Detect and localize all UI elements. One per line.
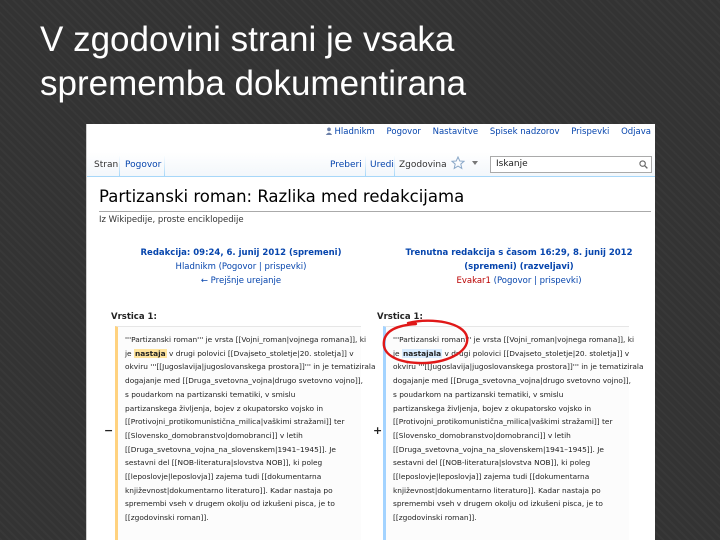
- userbar-talk[interactable]: Pogovor: [386, 127, 421, 137]
- new-line-label: Vrstica 1:: [377, 312, 423, 322]
- tab-separator: [164, 155, 165, 176]
- diff-line: okviru '''[[Jugoslavija|jugoslovanskega prostora]]''' in je tematizirala: [393, 362, 644, 372]
- userbar-username[interactable]: Hladnikm: [334, 127, 375, 137]
- diff-line: s poudarkom na partizanski tematiki, v smislu: [125, 389, 296, 399]
- userbar-logout[interactable]: Odjava: [621, 127, 651, 137]
- diff-line: [[zgodovinski roman]].: [393, 513, 477, 523]
- wiki-screenshot: [86, 124, 655, 540]
- diff-line: partizanskega življenja, bojev z okupatorsko vojsko in: [393, 403, 592, 413]
- slide-title-line-2: sprememba dokumentirana: [40, 64, 467, 103]
- diff-text: v drugi polovici [[Dvajseto_stoletje|20. stoletja]] v: [442, 348, 630, 358]
- new-revision-actions[interactable]: (spremeni) (razveljavi): [464, 262, 574, 272]
- red-annotation-circle: [378, 317, 473, 369]
- slide-title: [40, 18, 680, 106]
- new-revision-user[interactable]: Evakar1: [456, 276, 491, 286]
- old-revision-link[interactable]: Redakcija: 09:24, 6. junij 2012 (spremeni): [140, 248, 342, 258]
- diff-line: dogajanje med [[Druga_svetovna_vojna|drugo svetovno vojno]],: [125, 376, 364, 386]
- new-revision-link[interactable]: Trenutna redakcija s časom 16:29, 8. junij 2012: [405, 248, 633, 258]
- diff-line: spremembi vseh v drugem okolju od izkušeni pisca, je to: [393, 499, 603, 509]
- search-box[interactable]: [490, 156, 652, 173]
- tab-read[interactable]: Preberi: [330, 160, 362, 170]
- diff-line: s poudarkom na partizanski tematiki, v smislu: [393, 389, 564, 399]
- diff-line: [[Druga_svetovna_vojna_na_slovenskem|1941–1945]]. Je: [393, 444, 604, 454]
- diff-line: [[leposlovje|leposlovja]] zajema tudi [[dokumentarna: [125, 472, 322, 482]
- user-icon: [325, 127, 333, 135]
- old-revision-header: [121, 246, 361, 288]
- diff-line: partizanskega življenja, bojev z okupatorsko vojsko in: [125, 403, 324, 413]
- diff-line: [[Protivojni_protikomunistična_milica|vaškimi stražami]] ter: [393, 417, 613, 427]
- userbar-preferences[interactable]: Nastavitve: [432, 127, 479, 137]
- removed-word: nastaja: [134, 348, 166, 358]
- tab-history[interactable]: Zgodovina: [399, 160, 447, 170]
- diff-line: [[zgodovinski roman]].: [125, 513, 209, 523]
- diff-text: je: [125, 348, 134, 358]
- tab-separator: [365, 155, 366, 176]
- tabs-row: [87, 152, 655, 177]
- old-revision-user-links[interactable]: (Pogovor | prispevki): [218, 262, 307, 272]
- search-input[interactable]: [491, 157, 636, 171]
- diff-plus-marker: +: [373, 424, 383, 437]
- page-title: Partizanski roman: Razlika med redakcijama: [99, 187, 465, 206]
- previous-edit-link[interactable]: ← Prejšnje urejanje: [200, 276, 282, 286]
- old-diff-text: [115, 326, 376, 540]
- diff-line: [[Druga_svetovna_vojna_na_slovenskem|1941–1945]]. Je: [125, 444, 336, 454]
- added-word: nastajala: [402, 348, 442, 358]
- tab-edit[interactable]: Uredi: [370, 160, 394, 170]
- slide-title-line-1: V zgodovini strani je vsaka: [40, 20, 455, 59]
- old-line-label: Vrstica 1:: [111, 312, 157, 322]
- new-revision-user-links[interactable]: (Pogovor | prispevki): [493, 276, 582, 286]
- diff-line: književnost|dokumentarno literaturo]]. Kadar nastaja po: [393, 485, 601, 495]
- diff-line: [[leposlovje|leposlovja]] zajema tudi [[dokumentarna: [393, 472, 590, 482]
- search-icon[interactable]: [639, 160, 648, 169]
- tab-separator: [394, 155, 395, 176]
- diff-line: književnost|dokumentarno literaturo]]. Kadar nastaja po: [125, 485, 333, 495]
- diff-line: okviru '''[[Jugoslavija|jugoslovanskega prostora]]''' in je tematizirala: [125, 362, 376, 372]
- diff-text: v drugi polovici [[Dvajseto_stoletje|20. stoletja]] v: [166, 348, 354, 358]
- diff-line: [[Protivojni_protikomunistična_milica|vaškimi stražami]] ter: [125, 417, 345, 427]
- diff-line: '''Partizanski roman''' je vrsta [[Vojni_roman|vojnega romana]], ki: [125, 335, 367, 344]
- site-subtitle: Iz Wikipedije, proste enciklopedije: [99, 215, 244, 225]
- user-bar: [325, 127, 651, 141]
- diff-minus-marker: −: [104, 424, 114, 437]
- watch-star-icon[interactable]: [451, 156, 465, 170]
- diff-line: sestavni del [[NOB-literatura|slovstva NOB]], ki poleg: [393, 458, 591, 468]
- title-divider: [99, 211, 651, 212]
- userbar-watchlist[interactable]: Spisek nadzorov: [489, 127, 560, 137]
- diff-line: [[Slovensko_domobranstvo|domobranci]] v letih: [125, 430, 303, 440]
- diff-line: [125, 347, 355, 361]
- diff-line: spremembi vseh v drugem okolju od izkušeni pisca, je to: [125, 499, 335, 509]
- diff-line: '''Partizanski roman''' je vrsta [[Vojni_roman|vojnega romana]], ki: [393, 335, 635, 344]
- userbar-contributions[interactable]: Prispevki: [571, 127, 610, 137]
- tab-talk[interactable]: Pogovor: [125, 160, 162, 170]
- tab-page[interactable]: Stran: [94, 160, 119, 170]
- diff-text: je: [393, 348, 402, 358]
- old-revision-user[interactable]: Hladnikm: [175, 262, 216, 272]
- tab-separator: [119, 155, 120, 176]
- chevron-down-icon[interactable]: [471, 159, 479, 167]
- new-revision-header: [399, 246, 639, 288]
- diff-line: [[Slovensko_domobranstvo|domobranci]] v letih: [393, 430, 571, 440]
- diff-line: dogajanje med [[Druga_svetovna_vojna|drugo svetovno vojno]],: [393, 376, 632, 386]
- diff-line: sestavni del [[NOB-literatura|slovstva NOB]], ki poleg: [125, 458, 323, 468]
